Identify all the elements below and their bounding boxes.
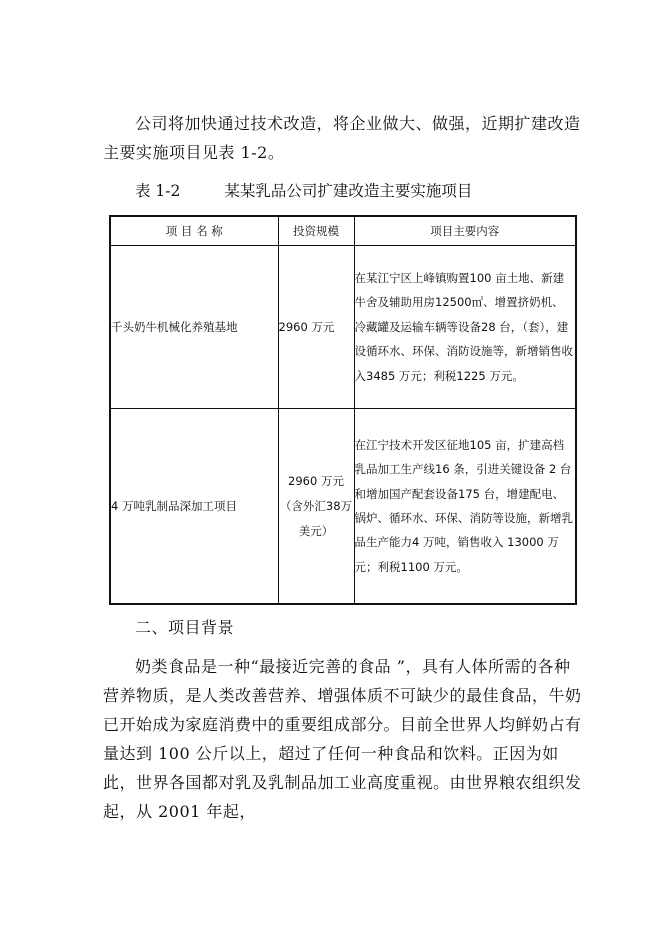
project-name-cell: 4 万吨乳制品深加工项目 <box>110 409 278 605</box>
project-content-cell: 在某江宁区上峰镇购置100 亩土地、新建牛舍及辅助用房12500㎡、增置挤奶机、冷藏罐及运输车辆等设备28 台，（套），建设循环水、环保、消防设施等，新增销售收入3485 万元；利税1225 万元。 <box>354 246 576 409</box>
table-caption <box>135 180 472 202</box>
project-table <box>109 215 577 605</box>
header-project-name: 项 目 名 称 <box>110 216 278 246</box>
table-caption-title: 某某乳品公司扩建改造主要实施项目 <box>224 182 473 200</box>
table-row <box>110 409 576 605</box>
investment-note: （含外汇38万美元） <box>279 498 353 538</box>
table-caption-number: 表 1-2 <box>135 182 181 200</box>
investment-amount: 2960 万元 <box>288 473 344 488</box>
investment-amount: 2960 万元 <box>278 319 335 334</box>
table-row <box>110 246 576 409</box>
section-heading: 二、项目背景 <box>135 618 235 637</box>
header-investment: 投资规模 <box>278 216 354 246</box>
project-content-cell: 在江宁技术开发区征地105 亩，扩建高档乳品加工生产线16 条，引进关键设备 2 台和增加国产配套设备175 台，增建配电、锅炉、循环水、环保、消防等设施，新增乳品生产能力4 万吨，销售收入 13000 万元；利税1100 万元。 <box>354 409 576 605</box>
investment-cell <box>278 409 354 605</box>
project-name-cell: 千头奶牛机械化养殖基地 <box>110 246 278 409</box>
background-paragraph: 奶类食品是一种“最接近完善的食品 ”，具有人体所需的各种营养物质，是人类改善营养、增强体质不可缺少的最佳食品，牛奶已开始成为家庭消费中的重要组成部分。目前全世界人均鲜奶占有量达到 100 公斤以上，超过了任何一种食品和饮料。正因为如此，世界各国都对乳及乳制品加工业高度重视。由世界粮农组织发起，从 2001 年起， <box>103 657 582 821</box>
header-main-content: 项目主要内容 <box>354 216 576 246</box>
intro-paragraph: 公司将加快通过技术改造，将企业做大、做强，近期扩建改造主要实施项目见表 1-2。 <box>103 114 581 162</box>
investment-cell <box>278 246 354 409</box>
table-header-row <box>110 216 576 246</box>
